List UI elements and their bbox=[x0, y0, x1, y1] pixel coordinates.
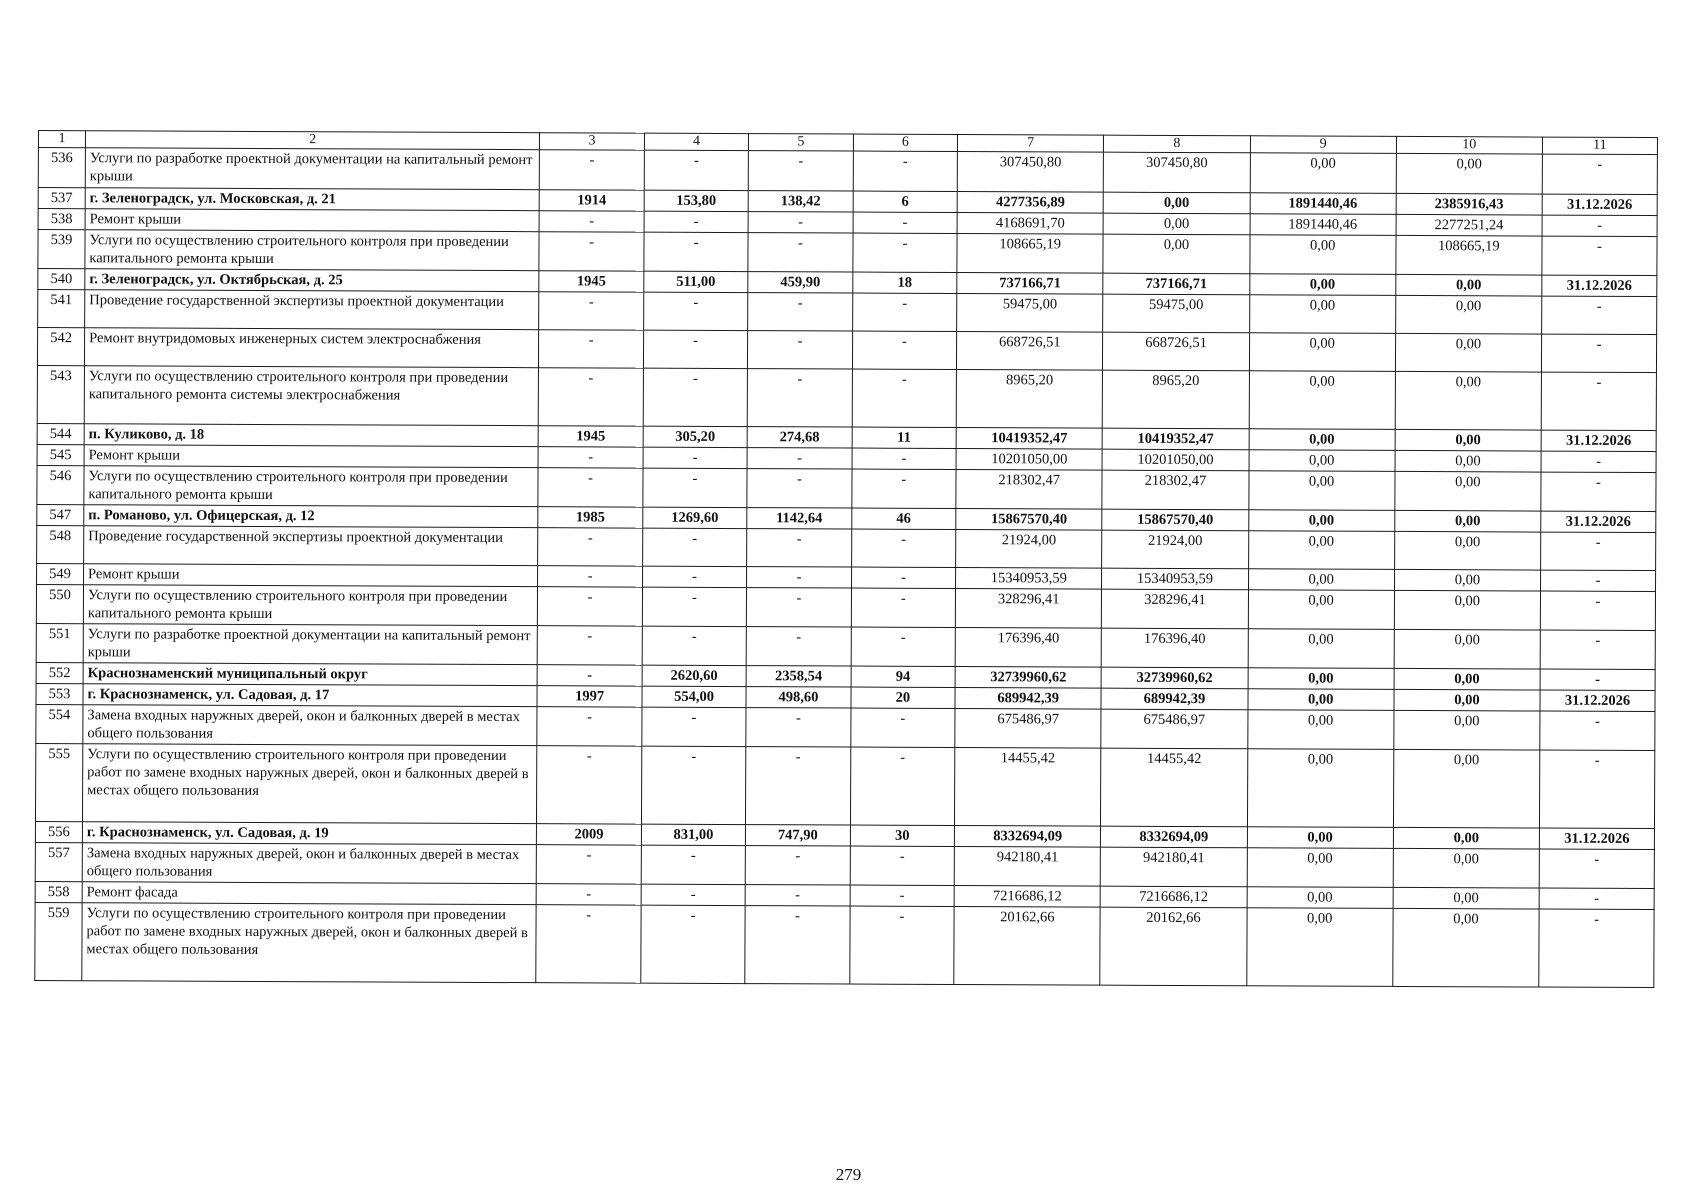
completion-date-cell: - bbox=[1540, 591, 1655, 631]
year-cell: - bbox=[538, 626, 643, 665]
cost-fund-cell: 7216686,12 bbox=[1100, 886, 1246, 908]
cost-total-cell: 10419352,47 bbox=[956, 428, 1102, 450]
item-name-cell: Услуги по осуществлению строительного контроля при проведении капитального ремонта системы электроснабжения bbox=[84, 366, 539, 426]
cost-budget-cell: 0,00 bbox=[1249, 450, 1395, 472]
residents-cell: - bbox=[853, 151, 958, 191]
residents-cell: - bbox=[853, 233, 958, 272]
item-name-cell: Замена входных наружных дверей, окон и балконных дверей в местах общего пользования bbox=[82, 843, 537, 884]
area-living-cell: - bbox=[745, 846, 850, 885]
row-number-cell: 557 bbox=[35, 842, 82, 881]
cost-fund-cell: 0,00 bbox=[1103, 192, 1249, 214]
completion-date-cell: - bbox=[1542, 215, 1657, 237]
item-name-cell: Ремонт фасада bbox=[82, 882, 536, 905]
cost-fund-cell: 10201050,00 bbox=[1102, 449, 1248, 471]
year-cell: 1985 bbox=[538, 507, 643, 528]
cost-budget-cell: 0,00 bbox=[1246, 908, 1393, 987]
cost-owners-cell: 0,00 bbox=[1393, 848, 1539, 888]
residents-cell: - bbox=[852, 469, 957, 508]
completion-date-cell: - bbox=[1542, 236, 1657, 276]
completion-date-cell: - bbox=[1541, 372, 1656, 431]
year-cell: - bbox=[538, 587, 643, 626]
year-cell: 1945 bbox=[538, 426, 643, 447]
column-header: 5 bbox=[749, 134, 854, 151]
cost-owners-cell: 0,00 bbox=[1393, 827, 1539, 849]
area-living-cell: - bbox=[748, 151, 853, 191]
item-name-cell: п. Куликово, д. 18 bbox=[84, 424, 538, 447]
residents-cell: - bbox=[849, 906, 954, 984]
year-cell: - bbox=[539, 368, 644, 426]
completion-date-cell: - bbox=[1541, 334, 1656, 373]
residents-cell: - bbox=[851, 627, 956, 666]
residents-cell: 11 bbox=[852, 427, 957, 448]
area-living-cell: 2358,54 bbox=[746, 666, 851, 687]
residents-cell: - bbox=[852, 331, 957, 369]
area-living-cell: - bbox=[747, 567, 852, 588]
item-name-cell: Ремонт внутридомовых инженерных систем электроснабжения bbox=[84, 328, 539, 368]
table-row bbox=[35, 743, 1654, 828]
year-cell: 1945 bbox=[539, 271, 644, 292]
cost-total-cell: 59475,00 bbox=[957, 294, 1103, 333]
residents-cell: 46 bbox=[851, 508, 956, 529]
cost-total-cell: 689942,39 bbox=[955, 688, 1101, 710]
cost-budget-cell: 0,00 bbox=[1249, 429, 1395, 451]
cost-owners-cell: 2277251,24 bbox=[1396, 214, 1542, 236]
cost-owners-cell: 0,00 bbox=[1393, 749, 1540, 828]
cost-fund-cell: 8965,20 bbox=[1103, 370, 1249, 429]
cost-fund-cell: 14455,42 bbox=[1101, 748, 1248, 827]
column-header: 4 bbox=[644, 133, 749, 150]
item-name-cell: Услуги по разработке проектной документации на капитальный ремонт крыши bbox=[85, 148, 540, 190]
completion-date-cell: - bbox=[1539, 909, 1654, 988]
cost-total-cell: 15867570,40 bbox=[956, 509, 1102, 531]
item-name-cell: Ремонт крыши bbox=[84, 564, 538, 587]
item-name-cell: Ремонт крыши bbox=[84, 445, 538, 468]
area-total-cell: - bbox=[642, 707, 747, 746]
row-number-cell: 552 bbox=[36, 662, 83, 683]
cost-fund-cell: 59475,00 bbox=[1103, 294, 1249, 333]
cost-fund-cell: 942180,41 bbox=[1101, 847, 1247, 887]
row-number-cell: 555 bbox=[35, 743, 82, 821]
residents-cell: - bbox=[852, 369, 957, 427]
year-cell: - bbox=[536, 905, 641, 983]
row-number-cell: 551 bbox=[36, 623, 83, 662]
cost-budget-cell: 0,00 bbox=[1247, 749, 1394, 828]
area-living-cell: - bbox=[747, 588, 852, 627]
cost-total-cell: 668726,51 bbox=[957, 332, 1103, 371]
area-total-cell: - bbox=[641, 884, 746, 905]
area-total-cell: 2620,60 bbox=[642, 665, 747, 686]
row-number-cell: 543 bbox=[37, 365, 84, 423]
row-number-cell: 542 bbox=[37, 328, 84, 366]
row-number-cell: 558 bbox=[35, 881, 82, 902]
year-cell: 2009 bbox=[537, 824, 642, 845]
year-cell: - bbox=[537, 707, 642, 746]
cost-total-cell: 942180,41 bbox=[954, 847, 1100, 887]
item-name-cell: Услуги по осуществлению строительного контроля при проведении капитального ремонта крыши bbox=[83, 585, 538, 626]
area-total-cell: 511,00 bbox=[644, 271, 749, 292]
row-number-cell: 550 bbox=[36, 584, 83, 623]
cost-total-cell: 21924,00 bbox=[956, 530, 1102, 569]
cost-fund-cell: 15867570,40 bbox=[1102, 509, 1248, 531]
year-cell: - bbox=[539, 292, 644, 330]
table-row bbox=[37, 365, 1656, 430]
cost-owners-cell: 0,00 bbox=[1394, 668, 1540, 690]
cost-owners-cell: 0,00 bbox=[1395, 371, 1541, 430]
area-living-cell: 459,90 bbox=[748, 272, 853, 293]
area-living-cell: - bbox=[746, 627, 851, 666]
cost-fund-cell: 307450,80 bbox=[1104, 152, 1250, 193]
area-living-cell: - bbox=[747, 448, 852, 469]
item-name-cell: г. Зеленоградск, ул. Московская, д. 21 bbox=[85, 188, 539, 211]
item-name-cell: Услуги по осуществлению строительного контроля при проведении работ по замене входных наружных дверей, окон и балконных дверей в местах общего пользования bbox=[82, 744, 537, 824]
area-living-cell: - bbox=[746, 708, 851, 747]
cost-owners-cell: 0,00 bbox=[1394, 689, 1540, 711]
cost-fund-cell: 737166,71 bbox=[1103, 273, 1249, 295]
completion-date-cell: - bbox=[1540, 669, 1655, 691]
area-total-cell: - bbox=[642, 587, 747, 626]
year-cell: - bbox=[538, 447, 643, 468]
completion-date-cell: 31.12.2026 bbox=[1541, 511, 1656, 533]
cost-total-cell: 328296,41 bbox=[955, 589, 1101, 629]
cost-fund-cell: 20162,66 bbox=[1100, 907, 1247, 986]
area-living-cell: - bbox=[747, 469, 852, 508]
cost-budget-cell: 0,00 bbox=[1248, 510, 1394, 532]
completion-date-cell: 31.12.2026 bbox=[1540, 690, 1655, 712]
completion-date-cell: 31.12.2026 bbox=[1542, 275, 1657, 297]
year-cell: 1914 bbox=[540, 190, 645, 211]
cost-budget-cell: 1891440,46 bbox=[1250, 193, 1396, 215]
cost-budget-cell: 0,00 bbox=[1250, 153, 1396, 194]
completion-date-cell: - bbox=[1539, 849, 1654, 889]
area-living-cell: - bbox=[746, 747, 851, 825]
cost-owners-cell: 0,00 bbox=[1395, 510, 1541, 532]
cost-total-cell: 32739960,62 bbox=[955, 667, 1101, 689]
completion-date-cell: - bbox=[1541, 451, 1656, 473]
item-name-cell: Замена входных наружных дверей, окон и балконных дверей в местах общего пользования bbox=[83, 705, 538, 746]
completion-date-cell: 31.12.2026 bbox=[1542, 194, 1657, 216]
cost-fund-cell: 10419352,47 bbox=[1102, 428, 1248, 450]
item-name-cell: г. Зеленоградск, ул. Октябрьская, д. 25 bbox=[85, 269, 539, 292]
cost-total-cell: 307450,80 bbox=[957, 152, 1103, 193]
cost-budget-cell: 0,00 bbox=[1248, 471, 1394, 511]
residents-cell: 30 bbox=[850, 825, 955, 846]
area-total-cell: - bbox=[643, 468, 748, 507]
cost-owners-cell: 0,00 bbox=[1393, 887, 1539, 909]
column-header: 2 bbox=[85, 131, 539, 150]
residents-cell: - bbox=[851, 567, 956, 588]
cost-budget-cell: 0,00 bbox=[1249, 371, 1395, 430]
cost-total-cell: 4168691,70 bbox=[957, 213, 1103, 235]
row-number-cell: 546 bbox=[37, 465, 84, 504]
cost-fund-cell: 21924,00 bbox=[1102, 530, 1248, 569]
cost-total-cell: 108665,19 bbox=[957, 234, 1103, 274]
cost-budget-cell: 0,00 bbox=[1248, 569, 1394, 591]
cost-owners-cell: 0,00 bbox=[1394, 629, 1540, 669]
cost-budget-cell: 0,00 bbox=[1249, 333, 1395, 372]
cost-fund-cell: 0,00 bbox=[1103, 234, 1249, 274]
cost-fund-cell: 8332694,09 bbox=[1101, 826, 1247, 848]
cost-fund-cell: 675486,97 bbox=[1101, 709, 1247, 749]
row-number-cell: 549 bbox=[37, 563, 84, 584]
item-name-cell: Услуги по осуществлению строительного контроля при проведении капитального ремонта крыши bbox=[84, 466, 539, 507]
completion-date-cell: - bbox=[1541, 472, 1656, 512]
area-living-cell: 1142,64 bbox=[747, 508, 852, 529]
cost-budget-cell: 0,00 bbox=[1248, 668, 1394, 690]
table-row bbox=[38, 148, 1657, 195]
area-living-cell: - bbox=[748, 212, 853, 233]
cost-total-cell: 8332694,09 bbox=[954, 826, 1100, 848]
cost-owners-cell: 0,00 bbox=[1393, 908, 1540, 987]
column-header: 11 bbox=[1542, 137, 1657, 155]
cost-fund-cell: 32739960,62 bbox=[1101, 667, 1247, 689]
area-living-cell: 274,68 bbox=[747, 427, 852, 448]
cost-budget-cell: 0,00 bbox=[1247, 887, 1393, 909]
area-total-cell: 831,00 bbox=[641, 824, 746, 845]
residents-cell: - bbox=[850, 708, 955, 747]
cost-fund-cell: 176396,40 bbox=[1101, 628, 1247, 668]
column-header: 8 bbox=[1104, 135, 1250, 153]
row-number-cell: 556 bbox=[35, 821, 82, 842]
area-living-cell: - bbox=[748, 293, 853, 331]
row-number-cell: 536 bbox=[38, 148, 85, 188]
item-name-cell: Проведение государственной экспертизы проектной документации bbox=[84, 526, 539, 566]
year-cell: - bbox=[538, 468, 643, 507]
item-name-cell: Краснознаменский муниципальный округ bbox=[83, 663, 537, 686]
cost-fund-cell: 328296,41 bbox=[1102, 589, 1248, 629]
cost-budget-cell: 0,00 bbox=[1247, 848, 1393, 888]
cost-budget-cell: 0,00 bbox=[1249, 235, 1395, 275]
year-cell: - bbox=[539, 211, 644, 232]
column-header: 1 bbox=[38, 131, 85, 148]
cost-owners-cell: 0,00 bbox=[1395, 429, 1541, 451]
row-number-cell: 559 bbox=[35, 902, 82, 980]
area-living-cell: 747,90 bbox=[746, 825, 851, 846]
residents-cell: 20 bbox=[851, 687, 956, 708]
year-cell: - bbox=[538, 566, 643, 587]
cost-total-cell: 20162,66 bbox=[954, 907, 1101, 986]
cost-fund-cell: 0,00 bbox=[1103, 213, 1249, 235]
cost-owners-cell: 108665,19 bbox=[1396, 235, 1542, 275]
completion-date-cell: - bbox=[1540, 711, 1655, 751]
cost-budget-cell: 0,00 bbox=[1247, 827, 1393, 849]
completion-date-cell: 31.12.2026 bbox=[1541, 430, 1656, 452]
area-living-cell: 138,42 bbox=[748, 191, 853, 212]
row-number-cell: 537 bbox=[38, 188, 85, 209]
completion-date-cell: - bbox=[1540, 570, 1655, 592]
cost-total-cell: 218302,47 bbox=[956, 470, 1102, 510]
residents-cell: - bbox=[850, 846, 955, 885]
area-total-cell: - bbox=[644, 232, 749, 271]
cost-total-cell: 8965,20 bbox=[956, 370, 1102, 429]
cost-budget-cell: 0,00 bbox=[1249, 274, 1395, 296]
area-living-cell: - bbox=[745, 885, 850, 906]
cost-total-cell: 15340953,59 bbox=[956, 568, 1102, 590]
cost-budget-cell: 0,00 bbox=[1248, 590, 1394, 630]
area-total-cell: - bbox=[643, 330, 748, 368]
item-name-cell: п. Романово, ул. Офицерская, д. 12 bbox=[84, 505, 538, 528]
area-total-cell: - bbox=[644, 150, 749, 190]
cost-budget-cell: 0,00 bbox=[1249, 295, 1395, 334]
area-total-cell: 153,80 bbox=[644, 190, 749, 211]
item-name-cell: г. Краснознаменск, ул. Садовая, д. 19 bbox=[82, 822, 536, 845]
residents-cell: 6 bbox=[853, 191, 958, 212]
cost-total-cell: 737166,71 bbox=[957, 273, 1103, 295]
cost-owners-cell: 0,00 bbox=[1394, 569, 1540, 591]
row-number-cell: 547 bbox=[37, 504, 84, 525]
cost-owners-cell: 0,00 bbox=[1394, 590, 1540, 630]
residents-cell: - bbox=[850, 885, 955, 906]
item-name-cell: Услуги по разработке проектной документации на капитальный ремонт крыши bbox=[83, 624, 538, 665]
item-name-cell: Услуги по осуществлению строительного контроля при проведении капитального ремонта крыши bbox=[85, 230, 540, 271]
cost-owners-cell: 0,00 bbox=[1394, 531, 1540, 570]
area-total-cell: 554,00 bbox=[642, 686, 747, 707]
column-header: 3 bbox=[540, 133, 645, 150]
year-cell: - bbox=[536, 884, 641, 905]
item-name-cell: Ремонт крыши bbox=[85, 209, 539, 232]
cost-owners-cell: 0,00 bbox=[1395, 450, 1541, 472]
area-total-cell: - bbox=[642, 626, 747, 665]
area-total-cell: - bbox=[641, 845, 746, 884]
cost-owners-cell: 0,00 bbox=[1396, 274, 1542, 296]
year-cell: - bbox=[537, 845, 642, 884]
year-cell: - bbox=[540, 150, 645, 190]
cost-owners-cell: 2385916,43 bbox=[1396, 193, 1542, 215]
completion-date-cell: - bbox=[1542, 154, 1657, 195]
year-cell: - bbox=[539, 330, 644, 368]
area-living-cell: - bbox=[747, 529, 852, 567]
year-cell: - bbox=[537, 665, 642, 686]
area-total-cell: - bbox=[643, 368, 748, 426]
area-living-cell: - bbox=[748, 331, 853, 369]
area-living-cell: - bbox=[745, 906, 850, 984]
cost-owners-cell: 0,00 bbox=[1396, 153, 1542, 194]
cost-owners-cell: 0,00 bbox=[1395, 295, 1541, 334]
cost-owners-cell: 0,00 bbox=[1395, 333, 1541, 372]
completion-date-cell: - bbox=[1542, 296, 1657, 335]
residents-cell: - bbox=[851, 588, 956, 627]
completion-date-cell: - bbox=[1541, 532, 1656, 571]
cost-budget-cell: 0,00 bbox=[1248, 531, 1394, 570]
cost-budget-cell: 0,00 bbox=[1248, 689, 1394, 711]
column-header: 10 bbox=[1396, 136, 1542, 154]
residents-cell: - bbox=[850, 747, 955, 825]
cost-fund-cell: 15340953,59 bbox=[1102, 568, 1248, 590]
row-number-cell: 539 bbox=[38, 230, 85, 269]
area-total-cell: 1269,60 bbox=[643, 507, 748, 528]
year-cell: 1997 bbox=[537, 686, 642, 707]
completion-date-cell: - bbox=[1539, 750, 1654, 829]
column-header: 6 bbox=[853, 134, 958, 151]
row-number-cell: 545 bbox=[37, 444, 84, 465]
cost-total-cell: 675486,97 bbox=[955, 709, 1101, 749]
residents-cell: - bbox=[852, 448, 957, 469]
cost-total-cell: 4277356,89 bbox=[957, 192, 1103, 214]
item-name-cell: Проведение государственной экспертизы проектной документации bbox=[85, 290, 540, 330]
year-cell: - bbox=[539, 232, 644, 271]
table-row bbox=[35, 902, 1654, 987]
residents-cell: - bbox=[852, 293, 957, 331]
item-name-cell: Услуги по осуществлению строительного контроля при проведении работ по замене входных наружных дверей, окон и балконных дверей в местах общего пользования bbox=[82, 903, 537, 983]
completion-date-cell: - bbox=[1539, 888, 1654, 910]
cost-total-cell: 10201050,00 bbox=[956, 449, 1102, 471]
area-living-cell: - bbox=[748, 233, 853, 272]
cost-budget-cell: 0,00 bbox=[1248, 629, 1394, 669]
residents-cell: 94 bbox=[851, 666, 956, 687]
area-living-cell: - bbox=[747, 369, 852, 427]
area-total-cell: - bbox=[643, 447, 748, 468]
area-total-cell: - bbox=[641, 746, 746, 824]
residents-cell: - bbox=[851, 529, 956, 567]
cost-fund-cell: 218302,47 bbox=[1102, 470, 1248, 510]
cost-budget-cell: 1891440,46 bbox=[1250, 214, 1396, 236]
row-number-cell: 553 bbox=[36, 683, 83, 704]
area-total-cell: - bbox=[643, 292, 748, 330]
column-header: 7 bbox=[958, 135, 1104, 153]
area-living-cell: 498,60 bbox=[746, 687, 851, 708]
column-header: 9 bbox=[1250, 136, 1396, 154]
completion-date-cell: 31.12.2026 bbox=[1539, 828, 1654, 850]
cost-fund-cell: 689942,39 bbox=[1101, 688, 1247, 710]
residents-cell: - bbox=[853, 212, 958, 233]
cost-owners-cell: 0,00 bbox=[1395, 471, 1541, 511]
row-number-cell: 540 bbox=[38, 269, 85, 290]
page-number: 279 bbox=[835, 1165, 862, 1184]
cost-total-cell: 176396,40 bbox=[955, 628, 1101, 668]
area-total-cell: - bbox=[642, 566, 747, 587]
year-cell: - bbox=[538, 528, 643, 566]
cost-total-cell: 14455,42 bbox=[955, 748, 1102, 827]
cost-total-cell: 7216686,12 bbox=[954, 886, 1100, 908]
data-table bbox=[34, 130, 1658, 988]
row-number-cell: 541 bbox=[38, 290, 85, 328]
cost-fund-cell: 668726,51 bbox=[1103, 332, 1249, 371]
item-name-cell: г. Краснознаменск, ул. Садовая, д. 17 bbox=[83, 684, 537, 707]
row-number-cell: 548 bbox=[37, 525, 84, 563]
year-cell: - bbox=[537, 746, 642, 824]
residents-cell: 18 bbox=[852, 272, 957, 293]
area-total-cell: - bbox=[644, 211, 749, 232]
area-total-cell: - bbox=[641, 905, 746, 983]
completion-date-cell: - bbox=[1540, 630, 1655, 670]
row-number-cell: 544 bbox=[37, 423, 84, 444]
row-number-cell: 538 bbox=[38, 209, 85, 230]
cost-budget-cell: 0,00 bbox=[1247, 710, 1393, 750]
area-total-cell: 305,20 bbox=[643, 426, 748, 447]
row-number-cell: 554 bbox=[36, 704, 83, 743]
area-total-cell: - bbox=[642, 528, 747, 566]
cost-owners-cell: 0,00 bbox=[1394, 710, 1540, 750]
